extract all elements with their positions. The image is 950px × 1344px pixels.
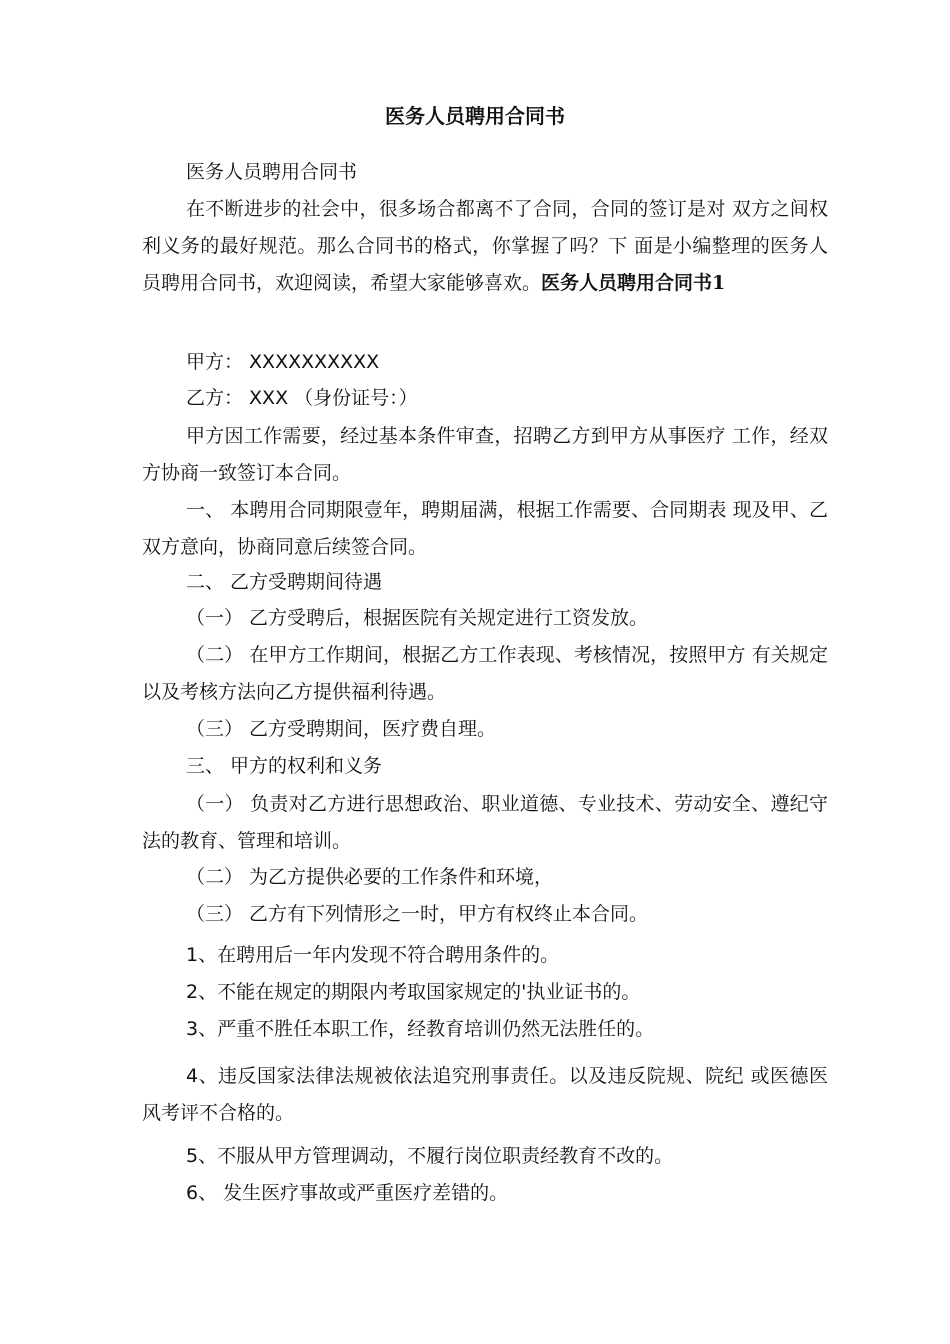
clause-1: 一、 本聘用合同期限壹年，聘期届满，根据工作需要、合同期表 现及甲、乙双方意向，协商同意后续签合同。	[142, 499, 828, 558]
clause-2-2: （二） 在甲方工作期间，根据乙方工作表现、考核情况，按照甲方 有关规定以及考核方法向乙方提供福利待遇。	[142, 644, 828, 703]
clause-2-title: 二、 乙方受聘期间待遇	[186, 571, 383, 593]
list-item-6: 6、 发生医疗事故或严重医疗差错的。	[186, 1182, 509, 1204]
clause-2-1: （一） 乙方受聘后，根据医院有关规定进行工资发放。	[186, 607, 649, 629]
section-heading: 医务人员聘用合同书	[541, 272, 713, 294]
list-item-3: 3、严重不胜任本职工作，经教育培训仍然无法胜任的。	[186, 1018, 655, 1040]
preamble-paragraph: 甲方因工作需要，经过基本条件审查，招聘乙方到甲方从事医疗 工作，经双方协商一致签订本合同。	[142, 425, 828, 484]
clause-3-1: （一） 负责对乙方进行思想政治、职业道德、专业技术、劳动安全、遵纪守法的教育、管理和培训。	[142, 793, 828, 852]
document-title: 医务人员聘用合同书	[385, 104, 565, 128]
clause-2-3: （三） 乙方受聘期间，医疗费自理。	[186, 718, 497, 740]
party-a: 甲方： XXXXXXXXXX	[186, 351, 380, 373]
intro-text: 在不断进步的社会中，很多场合都离不了合同，合同的签订是对 双方之间权利义务的最好规范。那么合同书的格式，你掌握了吗？下 面是小编整理的医务人员聘用合同书，欢迎阅读，希望大家能够喜欢。	[142, 198, 828, 294]
section-heading-number: 1	[712, 272, 726, 294]
intro-paragraph	[142, 191, 828, 302]
list-item-1: 1、在聘用后一年内发现不符合聘用条件的。	[186, 944, 560, 966]
subtitle: 医务人员聘用合同书	[186, 161, 358, 183]
list-item-5: 5、不服从甲方管理调动，不履行岗位职责经教育不改的。	[186, 1145, 674, 1167]
list-item-2: 2、不能在规定的期限内考取国家规定的'执业证书的。	[186, 981, 641, 1003]
party-b: 乙方： XXX （身份证号：）	[186, 387, 418, 409]
list-item-4: 4、违反国家法律法规被依法追究刑事责任。以及违反院规、院纪 或医德医风考评不合格的。	[142, 1065, 828, 1124]
clause-3-title: 三、 甲方的权利和义务	[186, 755, 383, 777]
clause-3-3: （三） 乙方有下列情形之一时，甲方有权终止本合同。	[186, 903, 649, 925]
clause-3-2: （二） 为乙方提供必要的工作条件和环境，	[186, 866, 554, 888]
